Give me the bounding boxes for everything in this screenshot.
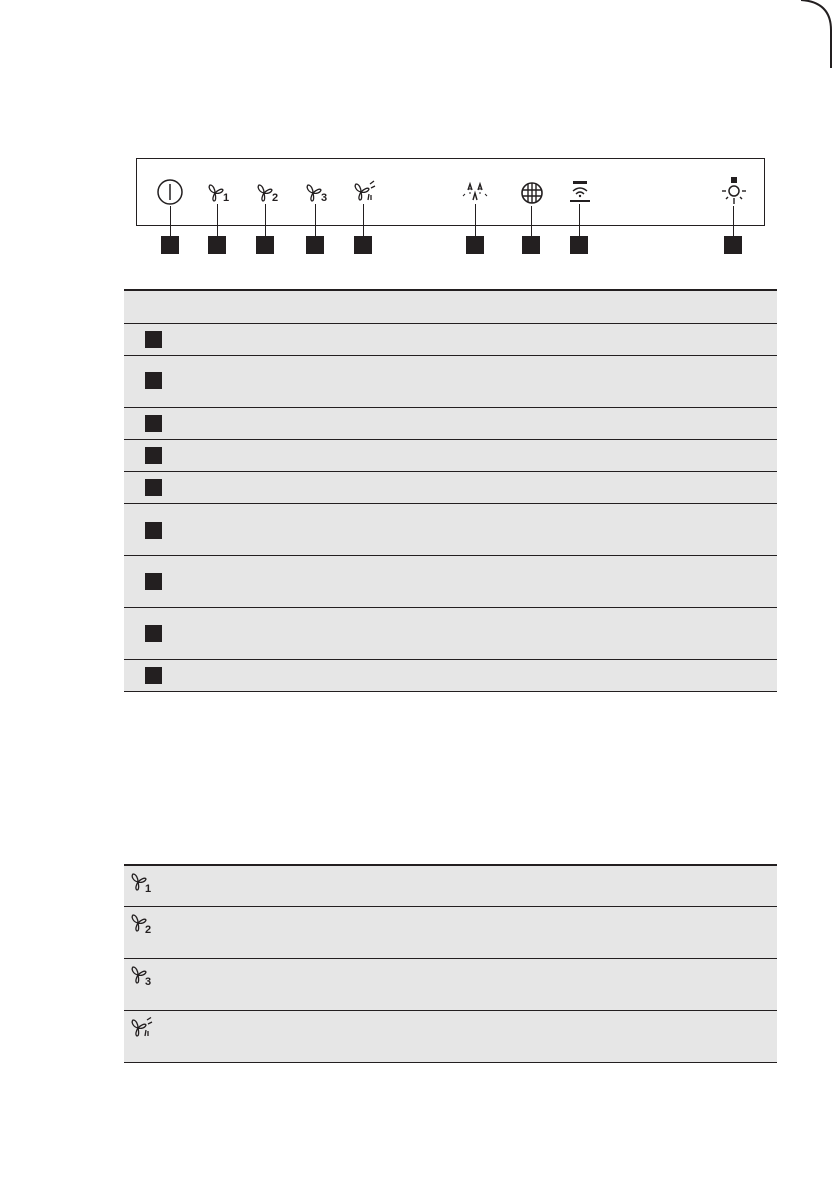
table-row — [124, 356, 777, 408]
callout-marker — [145, 667, 162, 684]
callout-marker — [145, 573, 162, 590]
table-row — [124, 472, 777, 504]
breeze-icon[interactable] — [462, 180, 488, 204]
leader-line — [363, 204, 364, 236]
callout-marker-fan-intensive — [354, 236, 372, 254]
callout-marker-fan-speed-2 — [256, 236, 274, 254]
functions-table — [124, 289, 777, 692]
fan-intensive-icon[interactable] — [352, 180, 378, 204]
fan-speed-1-icon — [130, 872, 154, 894]
callout-marker-fan-speed-3 — [306, 236, 324, 254]
table-header-row — [124, 291, 777, 324]
leader-line — [733, 206, 734, 236]
callout-marker-light — [724, 236, 742, 254]
fan-speed-1-digit: 1 — [145, 883, 152, 894]
callout-marker — [145, 447, 162, 464]
callout-marker — [145, 331, 162, 348]
leader-line — [315, 204, 316, 236]
callout-marker-fan-speed-1 — [208, 236, 226, 254]
callout-marker-breeze — [466, 236, 484, 254]
leader-line — [217, 204, 218, 236]
leader-line — [531, 206, 532, 236]
callout-marker — [145, 479, 162, 496]
table-row — [124, 440, 777, 472]
page-corner-edge — [801, 0, 839, 68]
light-icon[interactable] — [720, 176, 748, 206]
fan-intensive-icon — [130, 1017, 154, 1041]
leader-line — [579, 204, 580, 236]
filter-grid-icon[interactable] — [519, 180, 545, 206]
callout-marker-hob2hood — [570, 236, 588, 254]
table-row — [124, 660, 777, 692]
callout-marker — [145, 522, 162, 539]
table-row — [124, 907, 777, 959]
callout-marker — [145, 372, 162, 389]
fan-speed-table — [124, 864, 777, 1063]
leader-line — [170, 206, 171, 236]
fan-speed-3-icon — [130, 965, 154, 987]
table-row — [124, 504, 777, 556]
callout-marker — [145, 625, 162, 642]
fan-speed-2-digit: 2 — [145, 924, 152, 935]
table-row — [124, 408, 777, 440]
fan-speed-2-digit: 2 — [272, 192, 279, 204]
hob2hood-icon[interactable] — [568, 180, 592, 204]
fan-speed-2-icon[interactable] — [255, 182, 281, 204]
table-row — [124, 608, 777, 660]
table-row — [124, 866, 777, 907]
leader-line — [265, 204, 266, 236]
fan-speed-3-digit: 3 — [145, 976, 152, 987]
callout-marker-on-off — [161, 236, 179, 254]
table-row — [124, 959, 777, 1011]
leader-line — [475, 204, 476, 236]
callout-marker — [145, 415, 162, 432]
table-row — [124, 1011, 777, 1063]
fan-speed-2-icon — [130, 913, 154, 935]
fan-speed-3-digit: 3 — [321, 192, 328, 204]
fan-speed-1-digit: 1 — [223, 192, 230, 204]
callout-marker-filter — [522, 236, 540, 254]
table-row — [124, 556, 777, 608]
fan-speed-1-icon[interactable] — [206, 182, 232, 204]
on-off-icon[interactable] — [156, 178, 184, 206]
table-row — [124, 324, 777, 356]
fan-speed-3-icon[interactable] — [304, 182, 330, 204]
